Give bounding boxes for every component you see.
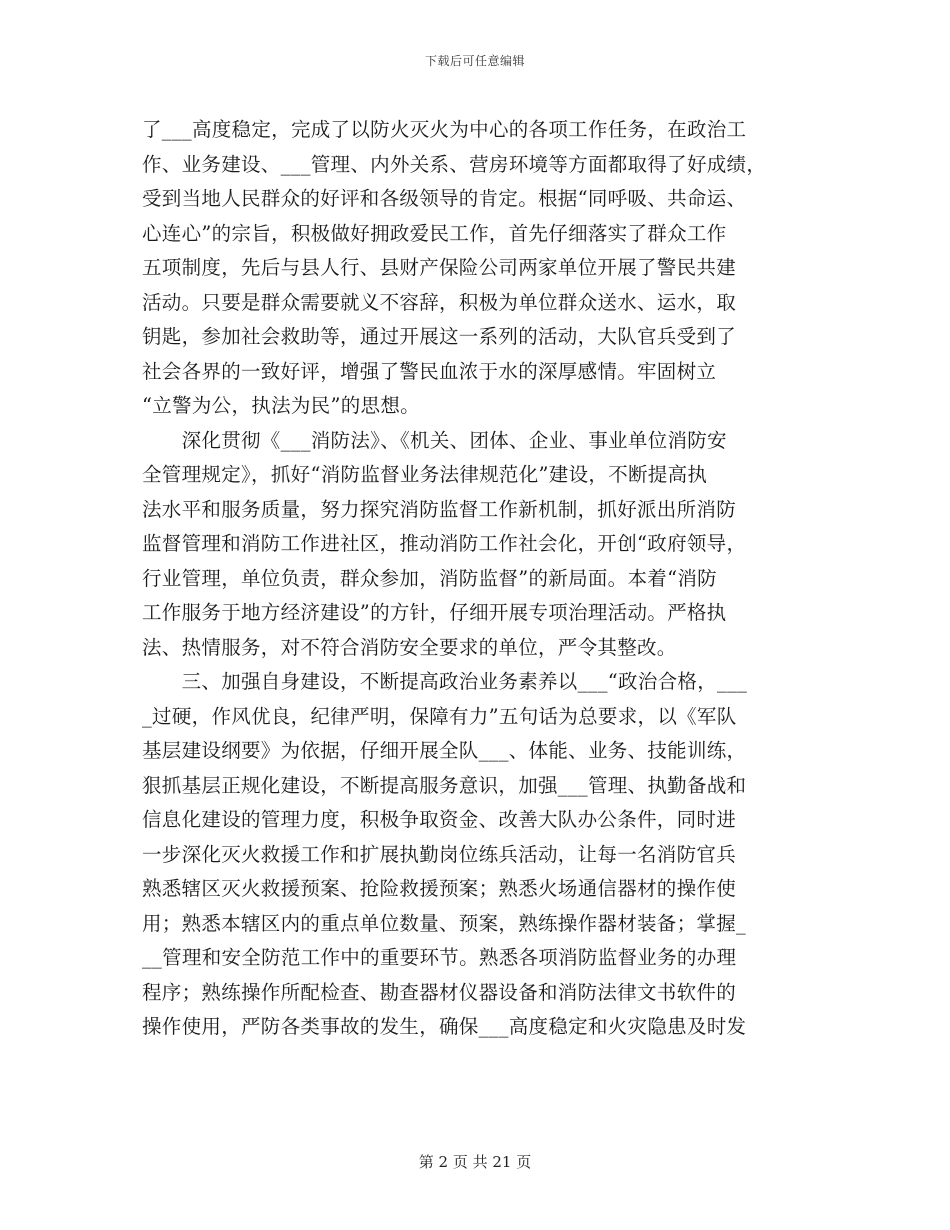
body-line: 操作使用，严防各类事故的发生，确保___高度稳定和火灾隐患及时发 (142, 1015, 747, 1038)
body-line: 狠抓基层正规化建设，不断提高服务意识，加强___管理、执勤备战和 (142, 773, 747, 797)
body-line: 受到当地人民群众的好评和各级领导的肯定。根据“同呼吸、共命运、 (142, 187, 747, 210)
body-line: 三、加强自身建设，不断提高政治业务素养以___“政治合格，___ (142, 670, 748, 693)
body-line: 工作服务于地方经济建设”的方针，仔细开展专项治理活动。严格执 (142, 601, 727, 624)
page-header-note: 下载后可任意编辑 (424, 54, 525, 68)
body-line: 了___高度稳定，完成了以防火灭火为中心的各项工作任务，在政治工 (142, 118, 747, 141)
body-line: _过硬，作风优良，纪律严明，保障有力”五句话为总要求，以《军队 (142, 704, 737, 728)
document-body (142, 113, 807, 1045)
page-number-footer: 第 2 页 共 21 页 (418, 1153, 532, 1171)
body-line: 行业管理，单位负责，群众参加，消防监督”的新局面。本着“消防 (142, 566, 717, 590)
body-line: 五项制度，先后与县人行、县财产保险公司两家单位开展了警民共建 (142, 256, 737, 279)
body-line: 熟悉辖区灭火救援预案、抢险救援预案；熟悉火场通信器材的操作使 (142, 877, 737, 900)
body-line: 全管理规定》，抓好“消防监督业务法律规范化”建设，不断提高执 (142, 463, 708, 486)
body-line: 作、业务建设、___管理、内外关系、营房环境等方面都取得了好成绩， (142, 152, 767, 176)
body-line: 钥匙，参加社会救助等，通过开展这一系列的活动，大队官兵受到了 (142, 325, 737, 348)
body-line: 基层建设纲要》为依据，仔细开展全队___、体能、业务、技能训练， (142, 739, 747, 762)
body-line: __管理和安全防范工作中的重要环节。熟悉各项消防监督业务的办理 (142, 946, 737, 969)
body-line: 心连心”的宗旨，积极做好拥政爱民工作，首先仔细落实了群众工作 (142, 221, 727, 245)
body-line: 信息化建设的管理力度，积极争取资金、改善大队办公条件，同时进 (142, 808, 737, 831)
body-line: 一步深化灭火救援工作和扩展执勤岗位练兵活动，让每一名消防官兵 (142, 842, 737, 866)
body-line: 用；熟悉本辖区内的重点单位数量、预案，熟练操作器材装备；掌握_ (142, 911, 747, 935)
body-line: 程序；熟练操作所配检查、勘查器材仪器设备和消防法律文书软件的 (142, 980, 737, 1004)
body-line: 监督管理和消防工作进社区，推动消防工作社会化，开创“政府领导， (142, 532, 747, 555)
body-line: “立警为公，执法为民”的思想。 (142, 394, 420, 417)
body-line: 活动。只要是群众需要就义不容辞，积极为单位群众送水、运水，取 (142, 290, 737, 314)
body-line: 法水平和服务质量，努力探究消防监督工作新机制，抓好派出所消防 (142, 497, 737, 521)
body-line: 深化贯彻《___消防法》、《机关、团体、企业、事业单位消防安 (142, 428, 727, 452)
body-line: 法、热情服务，对不符合消防安全要求的单位，严令其整改。 (142, 635, 677, 659)
body-line: 社会各界的一致好评，增强了警民血浓于水的深厚感情。牢固树立 (142, 359, 717, 383)
